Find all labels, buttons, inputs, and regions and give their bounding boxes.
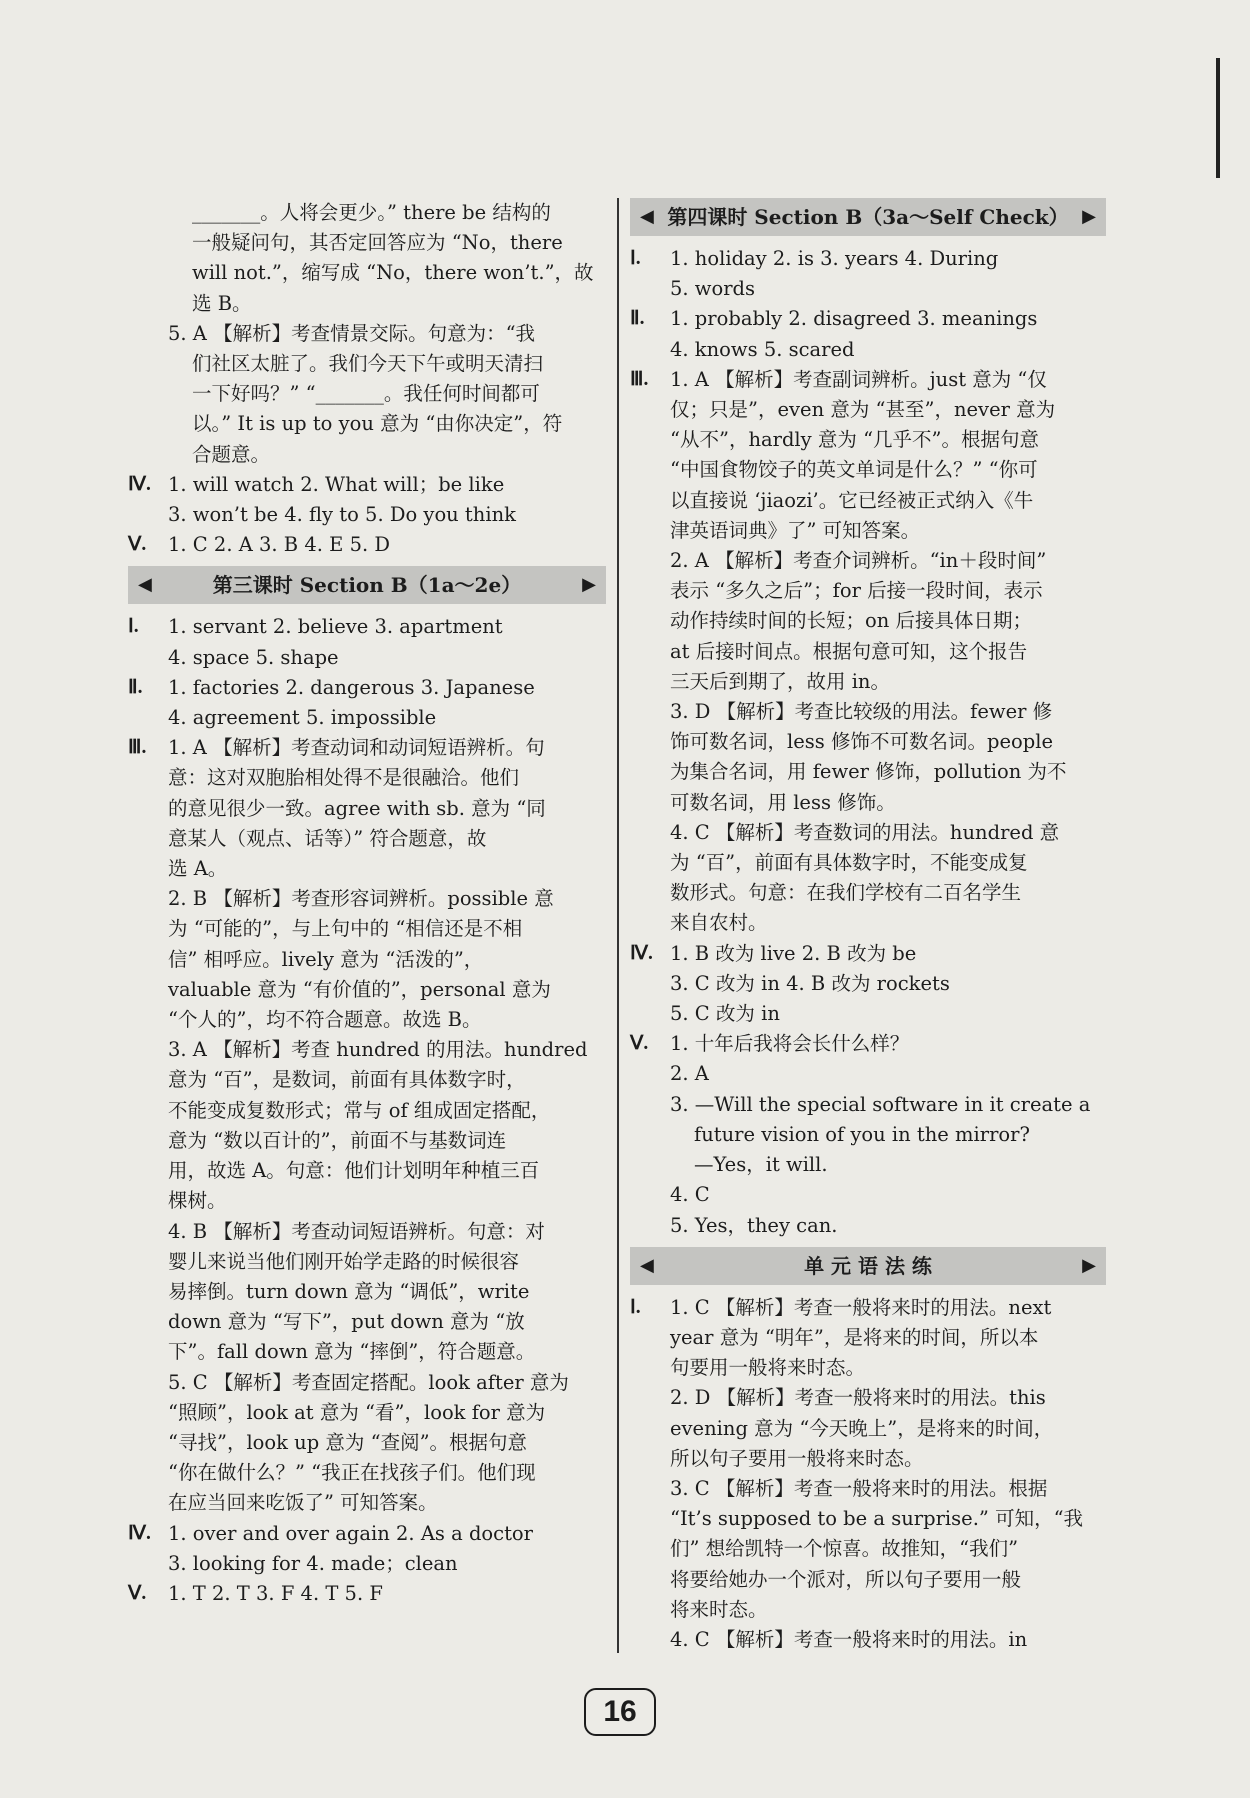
text-line: 1. T 2. T 3. F 4. T 5. F (168, 1581, 383, 1605)
text-line: 为集合名词，用 fewer 修饰，pollution 为不 (670, 760, 1067, 784)
text-line: 可数名词，用 less 修饰。 (670, 790, 896, 814)
text-line: 表示 “多久之后”；for 后接一段时间，表示 (670, 579, 1043, 603)
section-i (630, 1293, 1106, 1655)
section-ii (630, 304, 1106, 364)
text-line: 津英语词典》了” 可知答案。 (670, 518, 921, 542)
roman-numeral: Ⅰ. (630, 1296, 641, 1318)
page-number: 16 (584, 1688, 656, 1736)
text-line: down 意为 “写下”，put down 意为 “放 (168, 1310, 525, 1334)
text-line: 1. 十年后我将会长什么样？ (670, 1032, 910, 1056)
text-line: 三天后到期了，故用 in。 (670, 669, 890, 693)
text-line: 1. will watch 2. What will；be like (168, 472, 505, 496)
text-line: 1. C 2. A 3. B 4. E 5. D (168, 533, 391, 557)
text-line: 一下好吗？” “_______。我任何时间都可 (192, 382, 540, 406)
text-line: 3. A 【解析】考查 hundred 的用法。hundred (168, 1038, 588, 1062)
lesson-title: 第四课时 Section B（3a～Self Check） (667, 204, 1069, 229)
section-i (630, 244, 1106, 304)
text-line: 1. probably 2. disagreed 3. meanings (670, 307, 1038, 331)
roman-numeral: Ⅲ. (630, 368, 649, 390)
left-column (128, 198, 606, 1609)
text-line: 意为 “数以百计的”，前面不与基数词连 (168, 1128, 507, 1152)
text-line: 3. C 改为 in 4. B 改为 rockets (670, 971, 950, 995)
text-line: 数形式。句意：在我们学校有二百名学生 (670, 881, 1022, 905)
section-iii (630, 365, 1106, 939)
text-line: —Yes，it will. (694, 1153, 828, 1177)
text-line: 4. agreement 5. impossible (168, 706, 437, 730)
text-line: 1. servant 2. believe 3. apartment (168, 615, 503, 639)
text-line: 3. won’t be 4. fly to 5. Do you think (168, 503, 516, 527)
text-line: 意某人（观点、话等）” 符合题意，故 (168, 826, 487, 850)
section-ii (128, 673, 606, 733)
text-line: 3. looking for 4. made；clean (168, 1551, 458, 1575)
text-line: future vision of you in the mirror? (694, 1122, 1030, 1146)
roman-numeral: Ⅴ. (128, 1582, 147, 1604)
text-line: 1. holiday 2. is 3. years 4. During (670, 247, 999, 270)
text-line: 1. C 【解析】考查一般将来时的用法。next (670, 1295, 1052, 1319)
text-line: 将要给她办一个派对，所以句子要用一般 (670, 1567, 1022, 1591)
roman-numeral: Ⅲ. (128, 737, 147, 759)
text-line: 1. A 【解析】考查动词和动词短语辨析。句 (168, 736, 545, 760)
section-iv (630, 939, 1106, 1030)
section-v (630, 1029, 1106, 1240)
text-line: year 意为 “明年”，是将来的时间，所以本 (670, 1325, 1039, 1349)
triangle-left-icon: ◀ (138, 574, 152, 596)
text-line: 为 “百”，前面有具体数字时，不能变成复 (670, 851, 1028, 875)
text-line: 2. A (670, 1062, 709, 1086)
text-line: 以。” It is up to you 意为 “由你决定”，符 (192, 412, 563, 436)
text-line: 仅；只是”，even 意为 “甚至”，never 意为 (670, 398, 1056, 422)
text-line: evening 意为 “今天晚上”，是将来的时间， (670, 1416, 1054, 1440)
section-iv (128, 470, 606, 530)
triangle-left-icon: ◀ (640, 205, 654, 227)
text-line: “It’s supposed to be a surprise.” 可知，“我 (670, 1507, 1084, 1531)
text-line: 4. knows 5. scared (670, 337, 855, 361)
text-line: 4. space 5. shape (168, 645, 339, 669)
section-v (128, 530, 606, 560)
triangle-right-icon: ▶ (1082, 1254, 1096, 1276)
roman-numeral: Ⅳ. (128, 1522, 151, 1544)
text-line: 易摔倒。turn down 意为 “调低”，write (168, 1279, 530, 1303)
text-line: 选 A。 (168, 857, 228, 881)
text-line: 句要用一般将来时态。 (670, 1356, 866, 1380)
lesson-title: 第三课时 Section B（1a～2e） (212, 573, 522, 598)
section-v (128, 1579, 606, 1609)
text-line: valuable 意为 “有价值的”，personal 意为 (168, 977, 551, 1001)
text-line: 5. C 【解析】考查固定搭配。look after 意为 (168, 1370, 569, 1394)
text-line: 5. C 改为 in (670, 1002, 780, 1026)
text-line: 1. A 【解析】考查副词辨析。just 意为 “仅 (670, 367, 1047, 391)
text-line: 5. A 【解析】考查情景交际。句意为：“我 (168, 321, 536, 345)
text-line: 在应当回来吃饭了” 可知答案。 (168, 1491, 438, 1515)
text-line: 2. A 【解析】考查介词辨析。“in＋段时间” (670, 549, 1047, 573)
column-divider (617, 198, 619, 1653)
text-line: 4. C 【解析】考查一般将来时的用法。in (670, 1627, 1028, 1651)
text-line: 1. B 改为 live 2. B 改为 be (670, 941, 917, 965)
text-line: 1. factories 2. dangerous 3. Japanese (168, 675, 535, 699)
section-iii (128, 733, 606, 1518)
text-line: _______。人将会更少。” there be 结构的 (192, 201, 551, 224)
text-line: 3. —Will the special software in it create a (670, 1092, 1091, 1116)
roman-numeral: Ⅴ. (128, 534, 147, 556)
roman-numeral: Ⅳ. (630, 942, 653, 964)
text-line: 意：这对双胞胎相处得不是很融洽。他们 (168, 766, 520, 790)
text-line: 用，故选 A。句意：他们计划明年种植三百 (168, 1159, 540, 1183)
text-line: 3. C 【解析】考查一般将来时的用法。根据 (670, 1476, 1048, 1500)
text-line: 以直接说 ‘jiaozi’。它已经被正式纳入《牛 (670, 488, 1034, 512)
text-line: at 后接时间点。根据句意可知，这个报告 (670, 639, 1028, 663)
text-line: “你在做什么？” “我正在找孩子们。他们现 (168, 1461, 536, 1485)
text-line: 的意见很少一致。agree with sb. 意为 “同 (168, 796, 546, 820)
text-line: 意为 “百”，是数词，前面有具体数字时， (168, 1068, 526, 1092)
triangle-right-icon: ▶ (1082, 205, 1096, 227)
roman-numeral: Ⅰ. (128, 616, 139, 638)
text-line: 2. D 【解析】考查一般将来时的用法。this (670, 1386, 1046, 1410)
roman-numeral: Ⅴ. (630, 1033, 649, 1055)
text-line: “照顾”，look at 意为 “看”，look for 意为 (168, 1400, 546, 1424)
text-line: 婴儿来说当他们刚开始学走路的时候很容 (168, 1249, 520, 1273)
text-line: 下”。fall down 意为 “摔倒”，符合题意。 (168, 1340, 536, 1364)
text-line: 合题意。 (192, 442, 271, 466)
text-line: 一般疑问句，其否定回答应为 “No，there (192, 231, 563, 255)
edge-rule (1216, 58, 1220, 178)
triangle-right-icon: ▶ (582, 574, 596, 596)
text-line: 信” 相呼应。lively 意为 “活泼的”， (168, 947, 484, 971)
text-line: 为 “可能的”，与上句中的 “相信还是不相 (168, 917, 523, 941)
text-line: 所以句子要用一般将来时态。 (670, 1446, 924, 1470)
text-line: 来自农村。 (670, 911, 768, 935)
section-iv (128, 1519, 606, 1579)
roman-numeral: Ⅳ. (128, 473, 151, 495)
text-line: 3. D 【解析】考查比较级的用法。fewer 修 (670, 700, 1053, 724)
text-line: “寻找”，look up 意为 “查阅”。根据句意 (168, 1430, 528, 1454)
text-line: “个人的”，均不符合题意。故选 B。 (168, 1008, 482, 1032)
text-line: 们” 想给凯特一个惊喜。故推知，“我们” (670, 1537, 1019, 1561)
roman-numeral: Ⅱ. (630, 308, 645, 330)
right-column (630, 198, 1106, 1655)
grammar-header (630, 1247, 1106, 1285)
text-line: 棵树。 (168, 1189, 227, 1213)
text-line: 动作持续时间的长短；on 后接具体日期； (670, 609, 1032, 633)
section-i (128, 612, 606, 672)
text-line: 2. B 【解析】考查形容词辨析。possible 意 (168, 887, 554, 911)
text-line: 不能变成复数形式；常与 of 组成固定搭配， (168, 1098, 551, 1122)
lesson-header-4 (630, 198, 1106, 236)
text-line: 们社区太脏了。我们今天下午或明天清扫 (192, 352, 544, 376)
text-line: 4. C 【解析】考查数词的用法。hundred 意 (670, 820, 1060, 844)
triangle-left-icon: ◀ (640, 1254, 654, 1276)
text-line: 选 B。 (192, 291, 252, 315)
section-title: 单 元 语 法 练 (804, 1253, 932, 1278)
text-line: “从不”，hardly 意为 “几乎不”。根据句意 (670, 428, 1040, 452)
roman-numeral: Ⅱ. (128, 676, 143, 698)
text-line: 将来时态。 (670, 1597, 768, 1621)
text-line: “中国食物饺子的英文单词是什么？” “你可 (670, 458, 1038, 482)
text-line: 5. words (670, 277, 756, 301)
text-line: 饰可数名词，less 修饰不可数名词。people (670, 730, 1054, 754)
text-line: will not.”，缩写成 “No，there won’t.”，故 (192, 261, 594, 285)
text-line: 5. Yes，they can. (670, 1213, 838, 1237)
roman-numeral: Ⅰ. (630, 248, 641, 269)
lesson-header-3 (128, 566, 606, 604)
text-line: 1. over and over again 2. As a doctor (168, 1521, 533, 1545)
text-line: 4. B 【解析】考查动词短语辨析。句意：对 (168, 1219, 545, 1243)
text-line: 4. C (670, 1183, 710, 1207)
